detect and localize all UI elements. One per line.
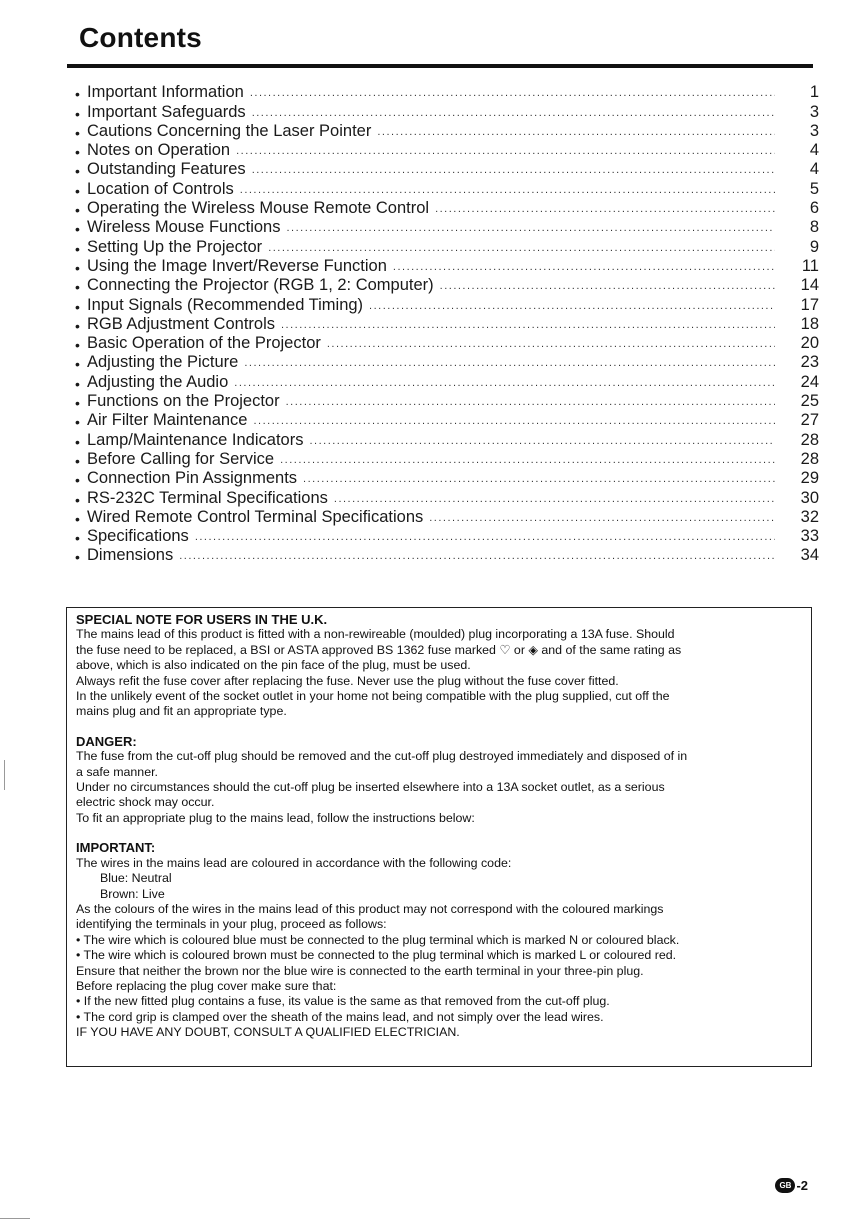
toc-entry-page: 3 (809, 102, 819, 121)
important-text: IF YOU HAVE ANY DOUBT, CONSULT A QUALIFIED ELECTRICIAN. (76, 1025, 460, 1040)
page-number (775, 1178, 808, 1193)
toc-entry-page: 8 (809, 218, 819, 237)
leader-dots (435, 203, 775, 215)
wire-code-brown: Brown: Live (100, 886, 165, 901)
leader-dots (195, 531, 775, 543)
toc-entry (75, 160, 819, 179)
toc-entry (75, 527, 819, 546)
leader-dots (244, 357, 775, 369)
bullet-icon: • (75, 182, 80, 199)
leader-dots (236, 145, 775, 157)
toc-entry (75, 83, 819, 102)
important-text: • The wire which is coloured blue must be connected to the plug terminal which is marked N or coloured black. (76, 932, 680, 947)
important-text: Ensure that neither the brown nor the blue wire is connected to the earth terminal in your three-pin plug. (76, 963, 644, 978)
toc-entry-label: RS-232C Terminal Specifications (87, 488, 328, 507)
important-text: Before replacing the plug cover make sure that: (76, 978, 337, 993)
toc-entry (75, 353, 819, 372)
toc-entry-page: 4 (809, 160, 819, 179)
important-heading: IMPORTANT: (76, 840, 156, 856)
toc-entry-page: 23 (800, 353, 819, 372)
title-rule (67, 64, 813, 68)
toc-entry (75, 102, 819, 121)
toc-entry-label: Location of Controls (87, 179, 234, 198)
toc-entry-page: 6 (809, 199, 819, 218)
toc-entry (75, 450, 819, 469)
toc-entry-page: 9 (809, 237, 819, 256)
toc-entry (75, 141, 819, 160)
toc-entry (75, 218, 819, 237)
leader-dots (377, 126, 775, 138)
toc-entry (75, 508, 819, 527)
toc-entry-page: 4 (809, 141, 819, 160)
toc-entry-page: 20 (800, 334, 819, 353)
bullet-icon: • (75, 86, 80, 103)
toc-entry-page: 33 (800, 527, 819, 546)
table-of-contents (75, 83, 819, 565)
toc-entry-label: Functions on the Projector (87, 392, 280, 411)
leader-dots (268, 242, 775, 254)
toc-entry-label: Connecting the Projector (RGB 1, 2: Computer) (87, 276, 434, 295)
toc-entry (75, 411, 819, 430)
toc-entry-label: Cautions Concerning the Laser Pointer (87, 121, 372, 140)
bullet-icon: • (75, 549, 80, 566)
toc-entry-label: Using the Image Invert/Reverse Function (87, 256, 387, 275)
leader-dots (253, 415, 775, 427)
toc-entry-page: 24 (800, 372, 819, 391)
leader-dots (286, 396, 775, 408)
note-text: Always refit the fuse cover after replacing the fuse. Never use the plug without the fuse cover fitted. (76, 673, 619, 688)
leader-dots (234, 377, 775, 389)
toc-entry (75, 469, 819, 488)
toc-entry-page: 28 (800, 449, 819, 468)
toc-entry-page: 18 (800, 314, 819, 333)
bullet-icon: • (75, 472, 80, 489)
toc-entry-page: 25 (800, 392, 819, 411)
toc-entry-label: Input Signals (Recommended Timing) (87, 295, 364, 314)
bullet-icon: • (75, 163, 80, 180)
bullet-icon: • (75, 395, 80, 412)
danger-text: Under no circumstances should the cut-off plug be inserted elsewhere into a 13A socket outlet, as a serious (76, 780, 665, 795)
danger-text: To fit an appropriate plug to the mains lead, follow the instructions below: (76, 810, 475, 825)
leader-dots (393, 261, 775, 273)
bullet-icon: • (75, 375, 80, 392)
leader-dots (252, 164, 775, 176)
bullet-icon: • (75, 144, 80, 161)
toc-entry-label: Wired Remote Control Terminal Specifications (87, 507, 424, 526)
bullet-icon: • (75, 452, 80, 469)
bullet-icon: • (75, 530, 80, 547)
page-number-text: -2 (796, 1178, 808, 1193)
toc-entry-label: Adjusting the Audio (87, 372, 229, 391)
toc-entry-label: Important Safeguards (87, 102, 246, 121)
leader-dots (252, 107, 775, 119)
note-text: In the unlikely event of the socket outlet in your home not being compatible with the plug supplied, cut off the (76, 689, 670, 704)
toc-entry (75, 179, 819, 198)
important-text: identifying the terminals in your plug, proceed as follows: (76, 917, 387, 932)
toc-entry-page: 30 (800, 488, 819, 507)
toc-entry (75, 122, 819, 141)
toc-entry-label: Connection Pin Assignments (87, 469, 298, 488)
bullet-icon: • (75, 259, 80, 276)
scan-mark (0, 1218, 30, 1219)
toc-entry-page: 34 (800, 546, 819, 565)
toc-entry-page: 29 (800, 469, 819, 488)
toc-entry-label: Operating the Wireless Mouse Remote Control (87, 199, 430, 218)
toc-entry (75, 295, 819, 314)
toc-entry-page: 11 (801, 256, 819, 275)
scan-mark (4, 760, 5, 790)
toc-entry-page: 17 (800, 295, 819, 314)
bullet-icon: • (75, 356, 80, 373)
toc-entry-label: Setting Up the Projector (87, 237, 263, 256)
danger-heading: DANGER: (76, 733, 137, 749)
leader-dots (303, 473, 775, 485)
page-title: Contents (79, 22, 202, 53)
note-text: mains plug and fit an appropriate type. (76, 704, 287, 719)
important-text: • The cord grip is clamped over the sheath of the mains lead, and not simply over the lead wires. (76, 1009, 604, 1024)
bullet-icon: • (75, 202, 80, 219)
toc-entry-label: Notes on Operation (87, 141, 231, 160)
bullet-icon: • (75, 298, 80, 315)
toc-entry-label: Important Information (87, 83, 244, 102)
toc-entry-label: Before Calling for Service (87, 449, 275, 468)
leader-dots (240, 184, 775, 196)
toc-entry (75, 430, 819, 449)
important-text: As the colours of the wires in the mains lead of this product may not correspond with the coloured markings (76, 901, 664, 916)
toc-entry (75, 488, 819, 507)
toc-entry-page: 32 (800, 507, 819, 526)
note-heading: SPECIAL NOTE FOR USERS IN THE U.K. (76, 612, 328, 627)
leader-dots (369, 300, 775, 312)
bullet-icon: • (75, 105, 80, 122)
bullet-icon: • (75, 317, 80, 334)
bullet-icon: • (75, 510, 80, 527)
bullet-icon: • (75, 240, 80, 257)
toc-entry-page: 28 (800, 430, 819, 449)
leader-dots (280, 454, 775, 466)
toc-entry-label: Specifications (87, 527, 189, 546)
toc-entry (75, 334, 819, 353)
danger-text: The fuse from the cut-off plug should be removed and the cut-off plug destroyed immediately and disposed of in (76, 749, 688, 764)
toc-entry-label: Adjusting the Picture (87, 353, 239, 372)
toc-entry (75, 276, 819, 295)
leader-dots (440, 280, 775, 292)
important-text: • The wire which is coloured brown must be connected to the plug terminal which is marked L or coloured red. (76, 948, 677, 963)
leader-dots (281, 319, 775, 331)
toc-entry-page: 3 (809, 121, 819, 140)
gb-language-icon: GB (775, 1178, 795, 1193)
note-text: the fuse need to be replaced, a BSI or ASTA approved BS 1362 fuse marked ♡ or ◈ and of the same rating as (76, 642, 682, 657)
toc-entry (75, 315, 819, 334)
leader-dots (179, 550, 775, 562)
leader-dots (327, 338, 775, 350)
leader-dots (429, 512, 775, 524)
toc-entry-label: Lamp/Maintenance Indicators (87, 430, 304, 449)
toc-entry (75, 199, 819, 218)
uk-special-note (66, 607, 812, 1067)
note-text: The mains lead of this product is fitted with a non-rewireable (moulded) plug incorporating a 13A fuse. Should (76, 627, 675, 642)
toc-entry-page: 27 (800, 411, 819, 430)
toc-entry-label: Air Filter Maintenance (87, 411, 248, 430)
toc-entry (75, 257, 819, 276)
leader-dots (250, 87, 775, 99)
danger-text: electric shock may occur. (76, 795, 215, 810)
bullet-icon: • (75, 279, 80, 296)
important-text: The wires in the mains lead are coloured in accordance with the following code: (76, 855, 512, 870)
leader-dots (334, 493, 775, 505)
note-text: above, which is also indicated on the pin face of the plug, must be used. (76, 658, 471, 673)
bullet-icon: • (75, 221, 80, 238)
bullet-icon: • (75, 414, 80, 431)
toc-entry-page: 14 (800, 276, 819, 295)
toc-entry (75, 546, 819, 565)
toc-entry (75, 372, 819, 391)
toc-entry (75, 237, 819, 256)
toc-entry-page: 1 (809, 83, 819, 102)
bullet-icon: • (75, 491, 80, 508)
leader-dots (286, 222, 775, 234)
important-text: • If the new fitted plug contains a fuse, its value is the same as that removed from the cut-off plug. (76, 994, 610, 1009)
toc-entry-label: Dimensions (87, 546, 174, 565)
wire-code-blue: Blue: Neutral (100, 871, 172, 886)
toc-entry-label: RGB Adjustment Controls (87, 314, 275, 333)
toc-entry-page: 5 (809, 179, 819, 198)
toc-entry-label: Basic Operation of the Projector (87, 334, 321, 353)
bullet-icon: • (75, 124, 80, 141)
danger-text: a safe manner. (76, 764, 158, 779)
leader-dots (309, 435, 775, 447)
bullet-icon: • (75, 433, 80, 450)
toc-entry (75, 392, 819, 411)
bullet-icon: • (75, 337, 80, 354)
toc-entry-label: Wireless Mouse Functions (87, 218, 281, 237)
toc-entry-label: Outstanding Features (87, 160, 246, 179)
